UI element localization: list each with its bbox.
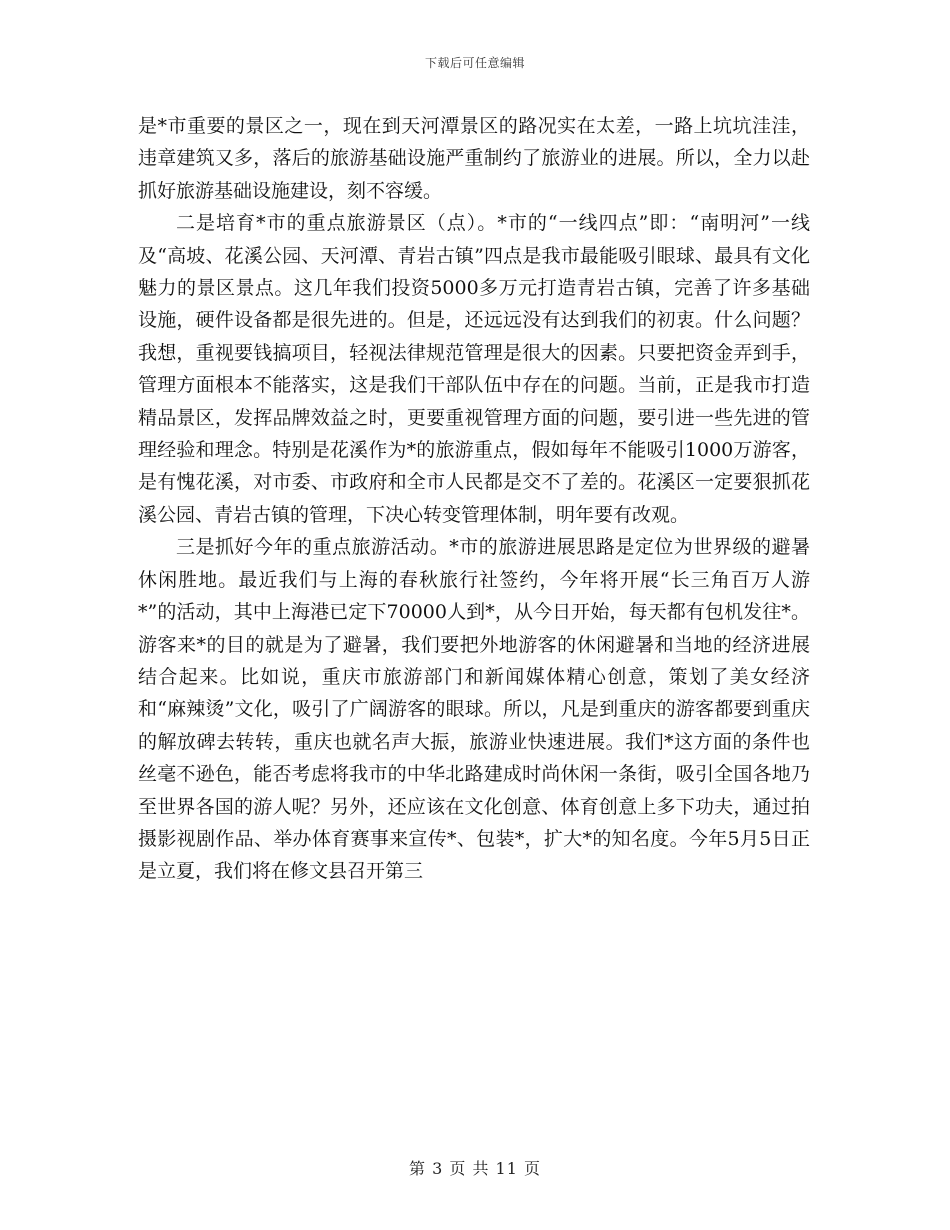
paragraph-two: 二是培育*市的重点旅游景区（点）。*市的“一线四点”即：“南明河”一线及“高坡、花溪公园、天河潭、青岩古镇”四点是我市最能吸引眼球、最具有文化魅力的景区景点。这几年我们投资5000多万元打造青岩古镇，完善了许多基础设施，硬件设备都是很先进的。但是，还远远没有达到我们的初衷。什么问题？我想，重视要钱搞项目，轻视法律规范管理是很大的因素。只要把资金弄到手，管理方面根本不能落实，这是我们干部队伍中存在的问题。当前，正是我市打造精品景区，发挥品牌效益之时，更要重视管理方面的问题，要引进一些先进的管理经验和理念。特别是花溪作为*的旅游重点，假如每年不能吸引1000万游客，是有愧花溪，对市委、市政府和全市人民都是交不了差的。花溪区一定要狠抓花溪公园、青岩古镇的管理，下决心转变管理体制，明年要有改观。 xyxy=(138,212,810,526)
paragraph-continued: 是*市重要的景区之一，现在到天河潭景区的路况实在太差，一路上坑坑洼洼，违章建筑又多，落后的旅游基础设施严重制约了旅游业的进展。所以，全力以赴抓好旅游基础设施建设，刻不容缓。 xyxy=(138,115,810,202)
paragraph-three: 三是抓好今年的重点旅游活动。*市的旅游进展思路是定位为世界级的避暑休闲胜地。最近我们与上海的春秋旅行社签约，今年将开展“长三角百万人游*”的活动，其中上海港已定下70000人到*，从今日开始，每天都有包机发往*。游客来*的目的就是为了避暑，我们要把外地游客的休闲避暑和当地的经济进展结合起来。比如说，重庆市旅游部门和新闻媒体精心创意，策划了美女经济和“麻辣烫”文化，吸引了广阔游客的眼球。所以，凡是到重庆的游客都要到重庆的解放碑去转转，重庆也就名声大振，旅游业快速进展。我们*这方面的条件也丝毫不逊色，能否考虑将我市的中华北路建成时尚休闲一条街，吸引全国各地乃至世界各国的游人呢？另外，还应该在文化创意、体育创意上多下功夫，通过拍摄影视剧作品、举办体育赛事来宣传*、包装*，扩大*的知名度。今年5月5日正是立夏，我们将在修文县召开第三 xyxy=(138,536,810,883)
page-header: 下载后可任意编辑 xyxy=(424,56,525,70)
page-number-footer: 第 3 页 共 11 页 xyxy=(409,1159,541,1178)
document-body xyxy=(138,110,810,888)
